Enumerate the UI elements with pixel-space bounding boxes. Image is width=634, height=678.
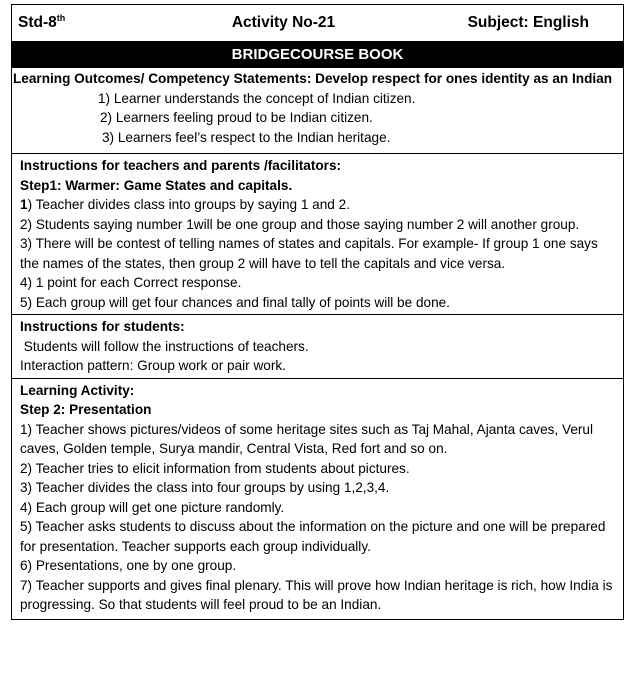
- student-instructions-section: [12, 315, 623, 379]
- step-item: 5) Each group will get four chances and final tally of points will be done.: [20, 294, 450, 310]
- activity-number: Activity No-21: [231, 14, 336, 31]
- student-instruction-item: Interaction pattern: Group work or pair work.: [20, 358, 286, 373]
- teacher-instructions-heading: Instructions for teachers and parents /facilitators:: [20, 158, 342, 173]
- activity-item: 6) Presentations, one by one group.: [20, 558, 237, 573]
- header-row: [12, 5, 623, 42]
- step-item-text: ) Teacher divides class into groups by saying 1 and 2.: [27, 197, 350, 212]
- activity-item: 3) Teacher divides the class into four groups by using 1,2,3,4.: [20, 480, 390, 495]
- activity-item: 2) Teacher tries to elicit information from students about pictures.: [20, 460, 410, 476]
- activity-item: 1) Teacher shows pictures/videos of some heritage sites such as Taj Mahal, Ajanta caves, Verul caves, Golden temple, Surya mandir, Central Vista, Red fort and so on.: [20, 421, 593, 456]
- standard-superscript: th: [56, 12, 66, 23]
- book-banner: BRIDGECOURSE BOOK: [12, 42, 623, 68]
- step-item: 2) Students saying number 1will be one group and those saying number 2 will another group.: [20, 216, 580, 232]
- activity-item: 4) Each group will get one picture randomly.: [20, 499, 285, 515]
- step-item-number: 1: [20, 197, 28, 212]
- teacher-instructions-section: [12, 154, 623, 315]
- learning-outcomes-section: [12, 68, 623, 154]
- standard-label: [12, 14, 158, 32]
- student-instructions-heading: Instructions for students:: [20, 319, 185, 334]
- outcome-item: 1) Learner understands the concept of Indian citizen.: [98, 90, 416, 106]
- step-item: 4) 1 point for each Correct response.: [20, 275, 242, 290]
- learning-activity-heading: Learning Activity:: [20, 382, 135, 398]
- standard-text: Std-8: [18, 14, 57, 31]
- activity-sheet: [11, 4, 624, 620]
- subject-label: Subject: English: [467, 14, 589, 31]
- step2-heading: Step 2: Presentation: [20, 402, 152, 417]
- step-item: 3) There will be contest of telling names of states and capitals. For example- If group 1 one says the names of the states, then group 2 will have to tell the capitals and vice versa.: [20, 236, 598, 271]
- step1-heading: Step1: Warmer: Game States and capitals.: [20, 177, 293, 193]
- learning-outcomes-heading: Learning Outcomes/ Competency Statements: Develop respect for ones identity as an Indian: [13, 71, 613, 86]
- outcome-item: 2) Learners feeling proud to be Indian citizen.: [100, 110, 373, 125]
- activity-item: 7) Teacher supports and gives final plenary. This will prove how Indian heritage is rich, how India is progressing. So that students will feel proud to be an Indian.: [20, 577, 613, 612]
- student-instruction-item: Students will follow the instructions of teachers.: [20, 338, 309, 354]
- activity-item: 5) Teacher asks students to discuss about the information on the picture and one will be prepared for presentation. Teacher supports each group individually.: [20, 519, 606, 554]
- learning-activity-section: [12, 379, 623, 619]
- step-item: [20, 195, 617, 215]
- outcome-item: 3) Learners feel’s respect to the Indian heritage.: [102, 129, 391, 145]
